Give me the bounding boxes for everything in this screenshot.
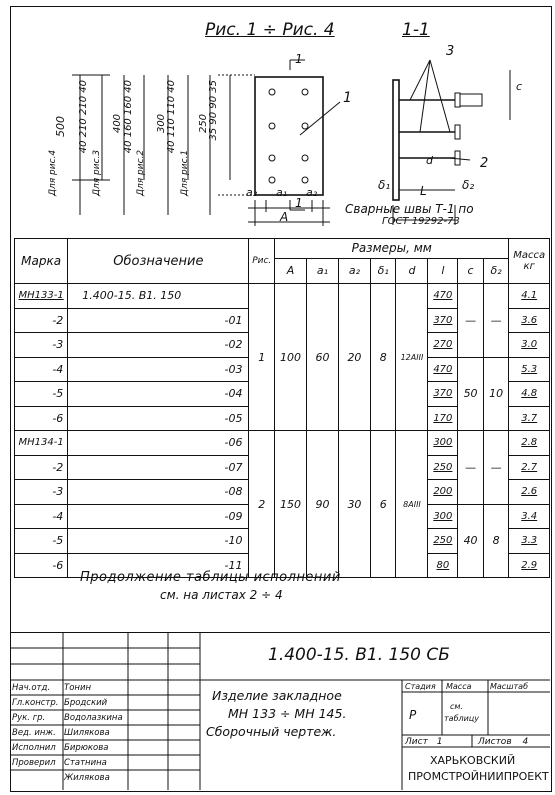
total-col-3: 400 [112,113,124,134]
section-view [393,60,510,225]
hdr-L: l [428,258,458,283]
sec-callout-3: 3 [446,44,455,59]
role-row: Нач.отд. Тонин [12,683,92,693]
dim-a2-right: a₂ [306,186,318,199]
hdr-fig: Рис. [249,239,275,284]
table-row: -5 -10 250 3.3 [15,529,550,554]
sheet-value: 1 [436,737,443,747]
total-col-1: 250 [198,113,210,134]
hdr-d2: δ₂ [483,258,509,283]
table-row: -4 -09 300 40 8 3.4 [15,504,550,529]
hdr-c: c [458,258,484,283]
dim-A: A [280,210,289,224]
sec-callout-2: 2 [480,156,489,171]
table-row: МН133-1 1.400-15. В1. 150 1 100 60 20 8 12AIII 470 — — 4.1 [15,284,550,309]
sheets-value: 4 [522,737,529,747]
hdr-d: d [396,258,428,283]
hdr-mass: Масса кг [509,239,550,284]
product-name-2: МН 133 ÷ МН 145. [228,706,347,721]
table-row: -5 -04 370 4.8 [15,382,550,407]
table-row: -2 -01 370 3.6 [15,308,550,333]
sec-delta2: δ₂ [462,178,475,192]
table-row: -6 -11 80 2.9 [15,553,550,578]
dim-a2-left: a₂ [246,186,258,199]
org-line1: ХАРЬКОВСКИЙ [430,754,516,767]
section-mark-top: 1 [295,52,303,66]
sec-d: d [426,154,433,167]
role-row: Гл.констр. Бродский [12,698,108,708]
continuation-line1: Продолжение таблицы исполнений [80,570,341,585]
sheet-label: Лист [405,737,428,747]
dim-col-1: 35 90 90 35 [208,80,219,141]
col-label-1: Для рис.1 [180,149,190,196]
hdr-A: A [275,258,307,283]
weld-note-1: Сварные швы Т-1 по [345,202,474,216]
role-row: Жилякова [64,773,110,783]
doc-code: 1.400-15. В1. 150 СБ [268,645,450,665]
table-row: -2 -07 250 2.7 [15,455,550,480]
hdr-sizes: Размеры, мм [275,239,509,259]
product-name-3: Сборочный чертеж. [206,724,337,739]
col-label-3: Для рис.3 [92,149,102,196]
table-row: МН134-1 -06 2 150 90 30 6 8AIII 300 — — 2.8 [15,431,550,456]
stage-header: Стадия [405,682,436,691]
product-name-1: Изделие закладное [212,688,342,703]
total-col-2: 300 [156,113,168,134]
hdr-mark: Марка [15,239,68,284]
hdr-a1: a₁ [306,258,338,283]
role-row: Рук. гр. Водолазкина [12,713,123,723]
org-line2: ПРОМСТРОЙНИИПРОЕКТ [408,770,549,783]
stage-value: Р [409,708,417,722]
role-row: Вед. инж. Шилякова [12,728,110,738]
mass-value-1: см. [450,702,463,711]
fig-title: Рис. 1 ÷ Рис. 4 [205,20,335,40]
table-row: -4 -03 470 50 10 5.3 [15,357,550,382]
dim-col-3: 40 160 160 40 [123,80,134,154]
table-row: -6 -05 170 3.7 [15,406,550,431]
plate-callout: 1 [343,90,352,106]
section-mark-bottom: 1 [295,196,303,210]
sheets-info [478,737,528,747]
col-label-4: Для рис.4 [48,149,58,196]
table-row: -3 -08 200 2.6 [15,480,550,505]
weld-note-2: ГОСТ 19292-73 [382,216,460,227]
role-row: Исполнил Бирюкова [12,743,109,753]
scale-header: Масштаб [490,682,529,691]
sheets-label: Листов [478,737,512,747]
dim-500: 500 [54,116,67,137]
continuation-line2: см. на листах 2 ÷ 4 [160,588,283,602]
section-title: 1-1 [402,20,430,40]
role-row: Проверил Статнина [12,758,107,768]
mass-header: Масса [446,682,472,691]
table-row: -3 -02 270 3.0 [15,333,550,358]
sec-delta1: δ₁ [378,178,391,192]
sec-c: c [516,80,523,93]
spec-table [14,238,550,578]
col-label-2: Для рис.2 [136,149,146,196]
sec-L: L [420,184,427,198]
dim-a1: a₁ [276,186,288,199]
hdr-designation: Обозначение [68,239,249,284]
sheet-info [405,737,442,747]
mass-value-2: таблицу [444,714,479,723]
hdr-a2: a₂ [338,258,370,283]
anchor-marks [269,89,308,183]
dim-col-2: 40 110 110 40 [166,80,177,154]
plate [255,77,323,195]
hdr-d1: δ₁ [370,258,396,283]
dim-col-4: 40 210 210 40 [78,80,89,154]
